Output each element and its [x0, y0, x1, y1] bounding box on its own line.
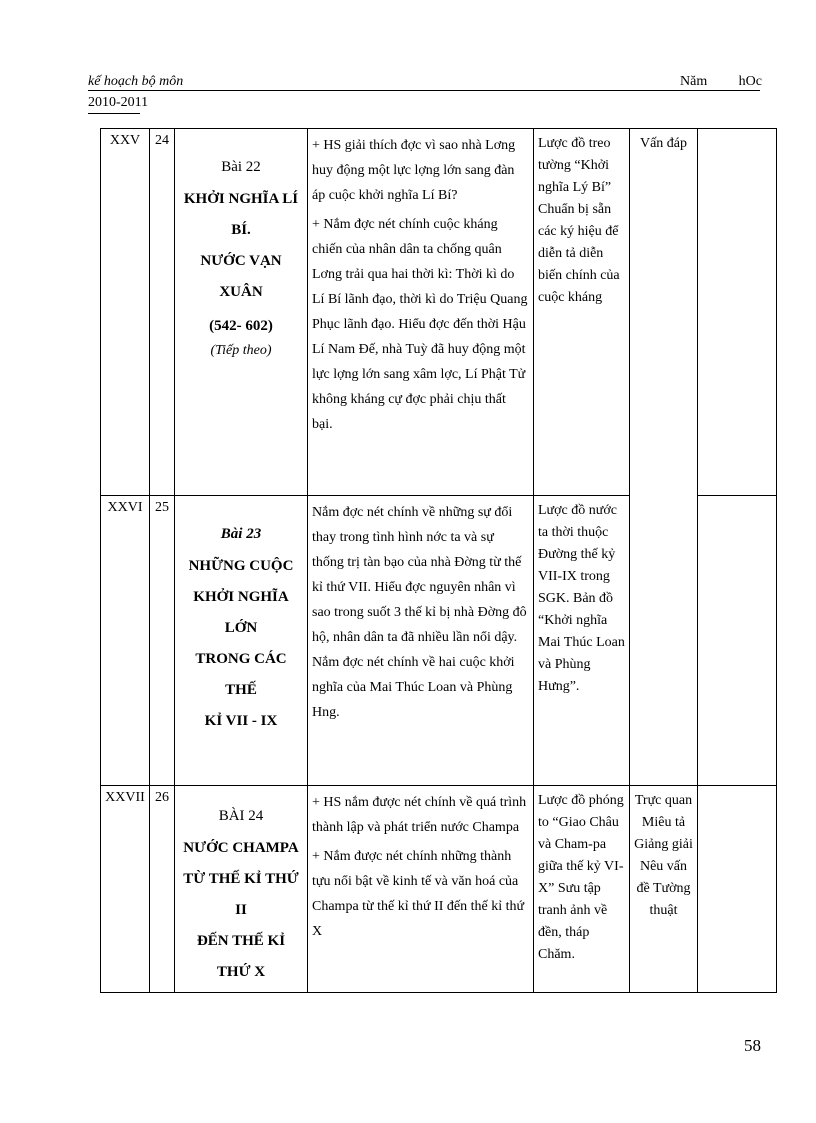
lesson-title-line: KỈ VII - IX: [204, 713, 278, 729]
lesson-title-line: KHỞI NGHĨA LỚN: [193, 589, 289, 636]
school-year-label-2: hOc: [738, 74, 762, 89]
goal-paragraph: + Nắm được nét chính những thành tựu nổi bật về kinh tế và văn hoá của Champa từ thế kỉ thứ II đến thế kỉ thứ X: [312, 849, 525, 939]
lesson-years: (542- 602): [209, 318, 273, 334]
week-cell: XXVII: [101, 786, 150, 993]
table-row: [101, 786, 777, 993]
lesson-note: (Tiếp theo): [210, 343, 272, 358]
lesson-title-line: KHỞI NGHĨA LÍ BÍ.: [183, 191, 299, 238]
year-underline: [88, 113, 140, 114]
week-cell: XXVI: [101, 496, 150, 786]
lesson-title-line: TỪ THẾ KỈ THỨ II: [183, 871, 299, 918]
lesson-number: Bài 22: [221, 159, 261, 175]
school-year: 2010-2011: [88, 95, 149, 110]
page-number: 58: [744, 1036, 761, 1055]
subject-plan-label: kế hoạch bộ môn: [88, 74, 184, 89]
lesson-plan-table: [100, 128, 777, 993]
goals-cell: [308, 496, 534, 786]
lesson-title: [179, 184, 303, 308]
school-year-label: [680, 74, 762, 90]
lesson-title-line: NƯỚC CHAMPA: [183, 840, 299, 856]
method-cell: Vấn đáp: [630, 129, 698, 786]
notes-cell: [698, 496, 777, 786]
preparation-cell: Lược đồ treo tường “Khởi nghĩa Lý Bí” Chuẩn bị sẵn các ký hiệu để diễn tả diễn biến chính của cuộc kháng: [534, 129, 630, 496]
school-year-label-1: Năm: [680, 74, 708, 89]
preparation-cell: Lược đồ phóng to “Giao Châu và Cham-pa giữa thế kỷ VI-X” Sưu tập tranh ảnh về đền, tháp Chăm.: [534, 786, 630, 993]
lesson-title-line: NƯỚC VẠN XUÂN: [200, 253, 282, 300]
lesson-title-cell: [175, 496, 308, 786]
lesson-title: [179, 551, 303, 737]
lesson-number: BÀI 24: [218, 808, 264, 824]
goal-paragraph: + Nắm đợc nét chính cuộc kháng chiến của nhân dân ta chống quân Lơng trải qua hai thời kì: Thời kì do Lí Bí lãnh đạo, thời kì do Triệu Quang Phục lãnh đạo. Hiểu đợc đến thời Hậu Lí Nam Đế, nhà Tuỳ đã huy động một lực lợng lớn sang xâm lợc, Lí Phật Tử không kháng cự đợc phải chịu thất bại.: [312, 217, 528, 432]
goal-paragraph: + HS nắm được nét chính về quá trình thành lập và phát triển nước Champa: [312, 795, 527, 835]
lesson-title-line: NHỮNG CUỘC: [188, 558, 294, 574]
lesson-title: [179, 833, 303, 988]
lesson-title-line: TRONG CÁC THẾ: [195, 651, 287, 698]
period-cell: 24: [150, 129, 175, 496]
lesson-title-cell: [175, 129, 308, 496]
header-rule: [88, 90, 760, 91]
table-row: [101, 129, 777, 496]
lesson-title-cell: [175, 786, 308, 993]
goal-paragraph: Nắm đợc nét chính về những sự đổi thay trong tình hình nớc ta và sự thống trị tàn bạo của nhà Đờng từ thế kỉ thứ VII. Hiểu đợc nguyên nhân vì sao trong suốt 3 thế kỉ bị nhà Đờng đô hộ, nhân dân ta đã nhiều lần nổi dậy. Nắm đợc nét chính về hai cuộc khởi nghĩa của Mai Thúc Loan và Phùng Hng.: [312, 505, 527, 720]
goal-paragraph: + HS giải thích đợc vì sao nhà Lơng huy động một lực lợng lớn sang đàn áp cuộc khởi nghĩa Lí Bí?: [312, 138, 516, 203]
preparation-cell: Lược đồ nước ta thời thuộc Đường thế kỷ VII-IX trong SGK. Bản đồ “Khởi nghĩa Mai Thúc Loan và Phùng Hưng”.: [534, 496, 630, 786]
lesson-title-line: ĐẾN THẾ KỈ THỨ X: [196, 933, 286, 980]
goals-cell: [308, 786, 534, 993]
period-cell: 25: [150, 496, 175, 786]
lesson-number: Bài 23: [220, 526, 262, 542]
notes-cell: [698, 129, 777, 496]
week-cell: XXV: [101, 129, 150, 496]
period-cell: 26: [150, 786, 175, 993]
goals-cell: [308, 129, 534, 496]
method-cell: Trực quan Miêu tả Giảng giải Nêu vấn đề Tường thuật: [630, 786, 698, 993]
notes-cell: [698, 786, 777, 993]
